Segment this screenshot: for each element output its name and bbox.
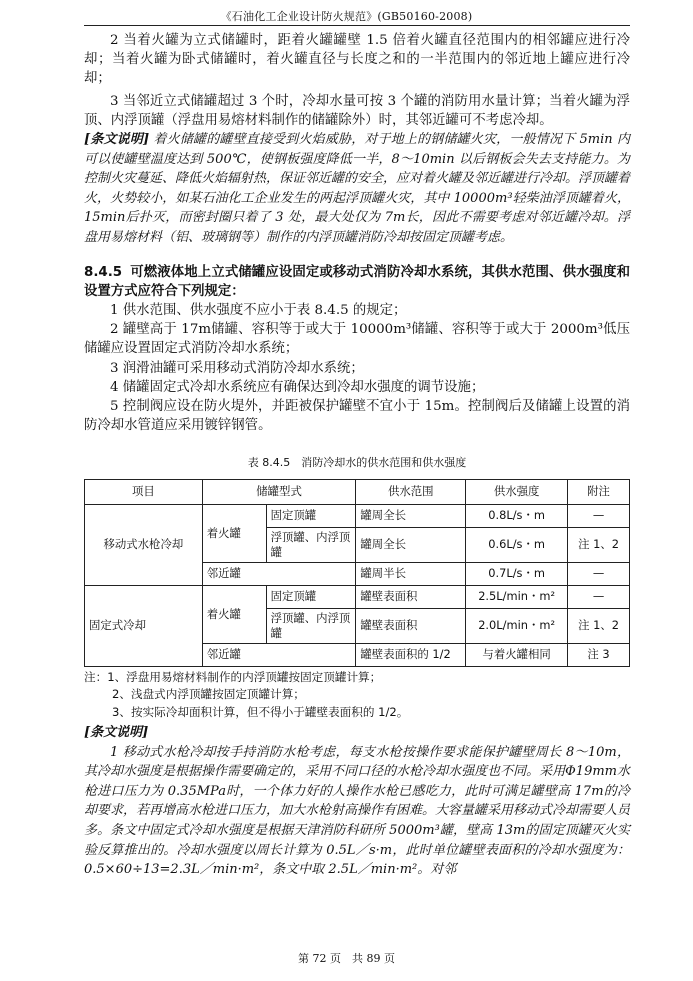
note-cell: — bbox=[568, 562, 630, 585]
note-cell: 注 1、2 bbox=[568, 527, 630, 562]
section-title: 可燃液体地上立式储罐应设固定或移动式消防冷却水系统，其供水范围、供水强度和设置方式应符合下列规定： bbox=[84, 264, 630, 299]
item-cell: 固定式冷却 bbox=[85, 585, 203, 666]
header-rule bbox=[84, 25, 630, 26]
section-item-3 bbox=[84, 359, 630, 378]
item-text: 控制阀应设在防火堤外，并距被保护罐壁不宜小于 15m。控制阀后及储罐上设置的消防冷却水管道应采用镀锌钢管。 bbox=[84, 399, 630, 434]
explanation-note-2-text: 1 移动式水枪冷却按手持消防水枪考虑，每支水枪按操作要求能保护罐壁周长 8～10m，其冷却水强度是根据操作需要确定的，采用不同口径的水枪冷却水强度也不同。采用Φ19mm水枪进口压力为 0.35MPa时，一个体力好的人操作水枪已感吃力，此时可满足罐壁高 17m的冷却要求，若再增高水枪进口压力，加大水枪射高操作有困难。大容量罐采用移动式冷却需要人员多。条文中固定式冷却水强度是根据天津消防科研所 5000m³罐，壁高 13m的固定顶罐灭火实验反算推出的。冷却水强度以周长计算为 0.5L／s·m，此时单位罐壁表面积的冷却水强度为：0.5×60÷13=2.3L／min·m²，条文中取 2.5L／min·m²。对邻 bbox=[84, 744, 631, 878]
intensity-cell: 0.8L/s・m bbox=[466, 504, 568, 527]
running-header: 《石油化工企业设计防火规范》(GB50160-2008) bbox=[220, 10, 473, 23]
range-cell: 罐周全长 bbox=[356, 527, 466, 562]
item-number: 4 bbox=[110, 379, 119, 395]
section-item-1 bbox=[84, 301, 630, 320]
header-item: 项目 bbox=[85, 479, 203, 504]
footnote: 3、按实际冷却面积计算，但不得小于罐壁表面积的 1/2。 bbox=[112, 704, 409, 719]
table-caption: 表 8.4.5 消防冷却水的供水范围和供水强度 bbox=[247, 456, 467, 470]
type-cell: 浮顶罐、内浮顶罐 bbox=[266, 527, 356, 562]
tank-cell: 着火罐 bbox=[202, 504, 266, 562]
intensity-cell: 2.5L/min・m² bbox=[466, 585, 568, 608]
item-number: 1 bbox=[110, 302, 119, 318]
table-header-row bbox=[85, 479, 630, 504]
section-item-2 bbox=[84, 320, 630, 358]
table-footnotes bbox=[84, 669, 630, 722]
explanation-note-2-tag: [条文说明] bbox=[84, 725, 149, 741]
item-text: 供水范围、供水强度不应小于表 8.4.5 的规定； bbox=[122, 302, 407, 318]
section-heading bbox=[84, 263, 630, 301]
item-number: 5 bbox=[110, 399, 119, 414]
item-text: 当邻近立式储罐超过 3 个时，冷却水量可按 3 个罐的消防用水量计算；当着火罐为浮顶、内浮顶罐（浮盘用易熔材料制作的储罐除外）时，其邻近罐可不考虑冷却。 bbox=[84, 93, 630, 128]
type-cell: 固定顶罐 bbox=[266, 585, 356, 608]
header-intensity: 供水强度 bbox=[466, 479, 568, 504]
range-cell: 罐壁表面积 bbox=[356, 585, 466, 608]
range-cell: 罐周全长 bbox=[356, 504, 466, 527]
page-content bbox=[84, 31, 630, 880]
item-number: 2 bbox=[110, 322, 119, 338]
section-item-4 bbox=[84, 378, 630, 397]
range-cell: 罐壁表面积的 1/2 bbox=[356, 643, 466, 666]
range-cell: 罐周半长 bbox=[356, 562, 466, 585]
note-cell: 注 1、2 bbox=[568, 608, 630, 643]
cooling-water-table bbox=[84, 479, 630, 667]
item-text: 当着火罐为立式储罐时，距着火罐罐壁 1.5 倍着火罐直径范围内的相邻罐应进行冷却；当着火罐为卧式储罐时，着火罐直径与长度之和的一半范围内的邻近地上罐应进行冷却； bbox=[84, 33, 630, 87]
tank-cell: 着火罐 bbox=[202, 585, 266, 643]
table-row bbox=[85, 585, 630, 608]
item-number: 3 bbox=[110, 93, 119, 109]
clause-item-3 bbox=[84, 92, 630, 130]
note-tag: [条文说明] bbox=[84, 132, 150, 148]
item-text: 罐壁高于 17m储罐、容积等于或大于 10000m³储罐、容积等于或大于 2000m³低压储罐应设置固定式消防冷却水系统； bbox=[84, 322, 630, 357]
item-number: 3 bbox=[110, 360, 119, 376]
footnote: 2、浅盘式内浮顶罐按固定顶罐计算； bbox=[112, 687, 305, 702]
intensity-cell: 0.7L/s・m bbox=[466, 562, 568, 585]
type-cell: 固定顶罐 bbox=[266, 504, 356, 527]
page-footer: 第 72 页 共 89 页 bbox=[298, 952, 395, 965]
note-text: 着火储罐的罐壁直接受到火焰威胁，对于地上的钢储罐火灾，一般情况下 5min 内可以使罐壁温度达到 500℃，使钢板强度降低一半，8～10min 以后钢板会失去支持能力。为控制火灾蔓延、降低火焰辐射热，保证邻近罐的安全，应对着火罐及邻近罐进行冷却。浮顶罐着火，火势较小，如某石油化工企业发生的两起浮顶罐火灾，其中 10000m³轻柴油浮顶罐着火，15min后扑灭，而密封圈只着了 3 处，最大处仅为 7m长，因此不需要考虑对邻近罐冷却。浮盘用易熔材料（铝、玻璃钢等）制作的内浮顶罐消防冷却按固定顶罐考虑。 bbox=[84, 132, 631, 245]
table-row bbox=[85, 504, 630, 527]
note-cell: 注 3 bbox=[568, 643, 630, 666]
range-cell: 罐壁表面积 bbox=[356, 608, 466, 643]
clause-item-2 bbox=[84, 31, 630, 89]
item-text: 储罐固定式冷却水系统应有确保达到冷却水强度的调节设施； bbox=[122, 379, 485, 395]
section-item-5 bbox=[84, 397, 630, 435]
note-cell: — bbox=[568, 585, 630, 608]
intensity-cell: 2.0L/min・m² bbox=[466, 608, 568, 643]
item-number: 2 bbox=[110, 33, 119, 48]
footnote: 注：1、浮盘用易熔材料制作的内浮顶罐按固定顶罐计算； bbox=[84, 669, 382, 684]
type-cell: 浮顶罐、内浮顶罐 bbox=[266, 608, 356, 643]
tank-cell: 邻近罐 bbox=[202, 562, 356, 585]
intensity-cell: 0.6L/s・m bbox=[466, 527, 568, 562]
note-cell: — bbox=[568, 504, 630, 527]
tank-cell: 邻近罐 bbox=[202, 643, 356, 666]
header-tank-type: 储罐型式 bbox=[202, 479, 356, 504]
header-note: 附注 bbox=[568, 479, 630, 504]
item-cell: 移动式水枪冷却 bbox=[85, 504, 203, 585]
explanation-note-1 bbox=[84, 130, 630, 248]
intensity-cell: 与着火罐相同 bbox=[466, 643, 568, 666]
header-range: 供水范围 bbox=[356, 479, 466, 504]
item-text: 润滑油罐可采用移动式消防冷却水系统； bbox=[122, 360, 364, 376]
section-number: 8.4.5 bbox=[84, 264, 123, 280]
